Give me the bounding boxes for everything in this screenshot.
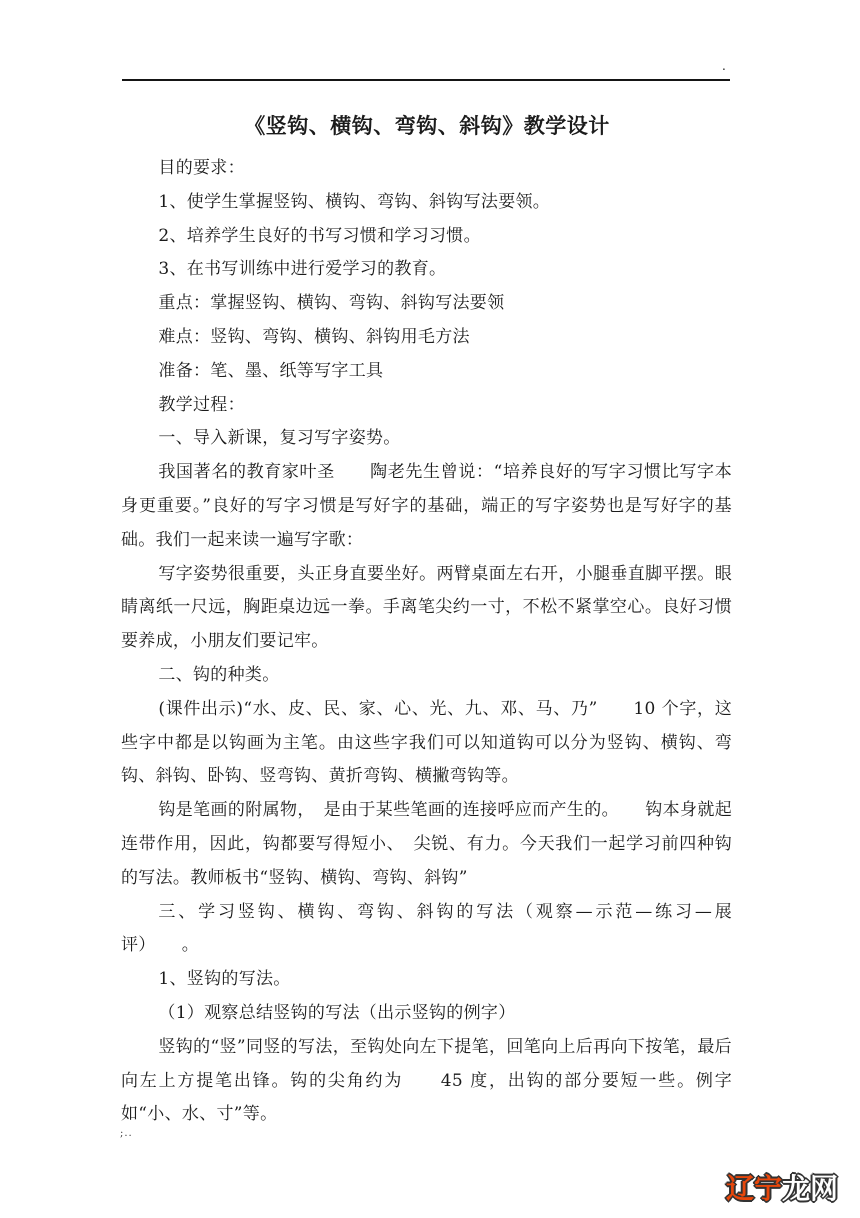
- paragraph: 二、钩的种类。: [158, 664, 280, 685]
- paragraph: 钩是笔画的附属物， 是由于某些笔画的连接呼应而产生的。 钩本身就起连带作用，因此，钩都要写得短小、 尖锐、有力。今天我们一起学习前四种钩的写法。教师板书“竖钩、横钩、弯钩、斜钩”: [121, 800, 732, 888]
- paragraph: 难点：竖钩、弯钩、横钩、斜钩用毛方法: [158, 326, 470, 347]
- paragraph: 1、竖钩的写法。: [158, 969, 291, 990]
- paragraph: 写字姿势很重要，头正身直要坐好。两臂桌面左右开，小腿垂直脚平摆。眼睛离纸一尺远，胸距桌边远一拳。手离笔尖约一寸，不松不紧掌空心。良好习惯要养成，小朋友们要记牢。: [121, 563, 732, 652]
- header-rule: [122, 79, 730, 81]
- paragraph: 我国著名的教育家叶圣 陶老先生曾说：“培养良好的写字习惯比写字本身更重要。”良好的写字习惯是写好字的基础，端正的写字姿势也是写好字的基础。我们一起来读一遍写字歌：: [121, 462, 732, 550]
- top-right-mark: .: [722, 59, 726, 73]
- paragraph: 3、在书写训练中进行爱学习的教育。: [158, 259, 447, 280]
- paragraph: 目的要求：: [158, 158, 245, 178]
- paragraph: （1）观察总结竖钩的写法（出示竖钩的例字）: [158, 1002, 516, 1023]
- paragraph: 2、培养学生良好的书写习惯和学习习惯。: [158, 225, 481, 246]
- watermark-text-secondary: 龙网: [782, 1172, 839, 1205]
- document-body: [121, 152, 732, 1132]
- paragraph: 重点：掌握竖钩、横钩、弯钩、斜钩写法要领: [158, 293, 505, 314]
- watermark-text-primary: 辽宁: [726, 1172, 783, 1205]
- paragraph: 教学过程：: [158, 394, 245, 415]
- paragraph: (课件出示)“水、皮、民、家、心、光、九、邓、马、乃” 10 个字，这些字中都是以钩画为主笔。由这些字我们可以知道钩可以分为竖钩、横钩、弯钩、斜钩、卧钩、竖弯钩、黄折弯钩、横撇弯钩等。: [121, 698, 732, 787]
- paragraph: 1、使学生掌握竖钩、横钩、弯钩、斜钩写法要领。: [158, 191, 551, 212]
- watermark-logo: [726, 1167, 838, 1207]
- page-title: 《竖钩、横钩、弯钩、斜钩》教学设计: [244, 113, 610, 138]
- paragraph: 一、导入新课，复习写字姿势。: [158, 428, 401, 449]
- paragraph: 准备：笔、墨、纸等写字工具: [158, 360, 384, 381]
- footer-left-mark: ;..: [120, 1128, 133, 1139]
- paragraph: 竖钩的“竖”同竖的写法，至钩处向左下提笔，回笔向上后再向下按笔，最后向左上方提笔出锋。钩的尖角约为 45 度，出钩的部分要短一些。例字如“小、水、寸”等。: [121, 1036, 732, 1125]
- paragraph: 三、学习竖钩、横钩、弯钩、斜钩的写法（观察—示范—练习—展评） 。: [121, 901, 732, 956]
